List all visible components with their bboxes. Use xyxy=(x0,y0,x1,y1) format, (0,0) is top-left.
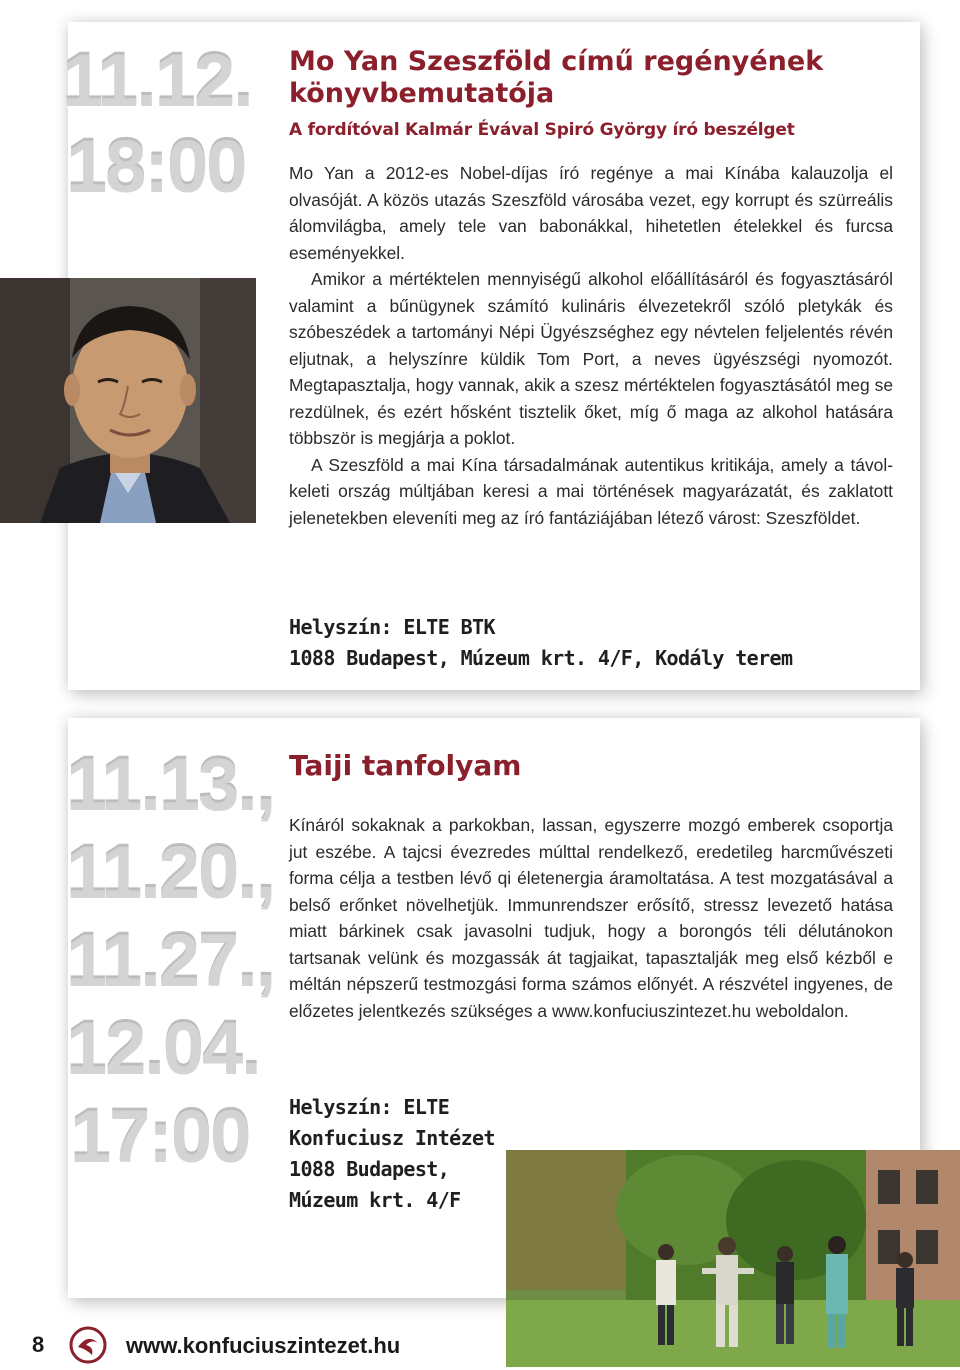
event1-paragraph2: Amikor a mértéktelen mennyiségű alkohol előállításáról és fogyasztásáról valamint a bűnügynek számító kulináris élvezetekről szóló pletykák és szóbeszédek a tartományi Népi Ügyészséghez egy névtelen feljelentés révén eljutnak, a helyszínre küldik Tom Port, a neves ügyészségi nyomozót. Megtapasztalja, hogy vannak, akik a szesz mértéktelen fogyasztásától meg se rezdülnek, és ezért hősként tisztelik őket, míg ő maga az alkohol hatására többször is megjárja a poklot. xyxy=(289,269,893,448)
event1-date: 11.12. xyxy=(62,39,252,122)
event1-paragraph1: Mo Yan a 2012-es Nobel-díjas író regénye a mai Kínába kalauzolja el olvasóját. A közös utazás Szeszföld városába vezet, egy korrupt és szürreális álomvilágba, amely tele van babonákkal, hihetetlen ételekkel és furcsa eseményekkel. xyxy=(289,163,893,263)
event2-date-3: 11.27., xyxy=(66,919,275,1002)
page-number: 8 xyxy=(32,1332,45,1357)
event2-location xyxy=(289,1092,495,1216)
event2-location-line2: Konfuciusz Intézet xyxy=(289,1126,495,1150)
event2-paragraph: Kínáról sokaknak a parkokban, lassan, egyszerre mozgó emberek csoportja jut eszébe. A tajcsi évezredes múlttal rendelkező, eredetileg harcművészeti forma célja a testben lévő qi életenergia áramoltatása. A test mozgatásával a belső erőnket növelhetjük. Immunrendszer erősítő, stressz levezető hatása miatt bárkinek csak javasolni tudjuk, hogy a borongós téli délutánokon tartsanak velünk és mozgassák át tagjaikat, tapasztalják meg első kézből e méltán népszerű testmozgási forma számos előnyét. A részvétel ingyenes, de előzetes jelentkezés szükséges a www.konfuciuszintezet.hu weboldalon. xyxy=(289,815,893,1021)
footer-website-link[interactable]: www.konfuciuszintezet.hu xyxy=(126,1333,401,1358)
event1-time: 18:00 xyxy=(66,125,246,208)
event2-title: Taiji tanfolyam xyxy=(289,749,522,782)
taiji-class-photo xyxy=(506,1150,960,1367)
event2-location-line4: Múzeum krt. 4/F xyxy=(289,1188,461,1212)
author-portrait-photo xyxy=(0,278,256,523)
event1-location-address: 1088 Budapest, Múzeum krt. 4/F, Kodály terem xyxy=(289,646,793,670)
event2-location-line1: Helyszín: ELTE xyxy=(289,1095,450,1119)
event2-description xyxy=(289,812,893,1024)
event1-location-venue: Helyszín: ELTE BTK xyxy=(289,615,495,639)
event2-location-line3: 1088 Budapest, xyxy=(289,1157,450,1181)
event2-date-4: 12.04. xyxy=(66,1007,260,1090)
event2-time: 17:00 xyxy=(70,1095,250,1178)
event1-paragraph3: A Szeszföld a mai Kína társadalmának autentikus kritikája, amely a távol-keleti ország múltjában keresi a mai történések magyarázatát, és zaklatott jelenetekben eleveníti meg az író fantáziájában létező várost: Szeszföldet. xyxy=(289,454,893,528)
event2-date-2: 11.20., xyxy=(66,831,275,914)
event1-description xyxy=(289,160,893,531)
event1-title xyxy=(289,46,823,110)
event1-title-line1: Mo Yan Szeszföld című regényének xyxy=(289,46,824,77)
event1-location xyxy=(289,612,792,674)
event2-date-1: 11.13., xyxy=(66,743,275,826)
event1-subtitle: A fordítóval Kalmár Évával Spiró György író beszélget xyxy=(289,120,795,140)
event1-title-line2: könyvbemutatója xyxy=(289,78,555,109)
konfuciusz-logo-icon xyxy=(68,1325,108,1365)
